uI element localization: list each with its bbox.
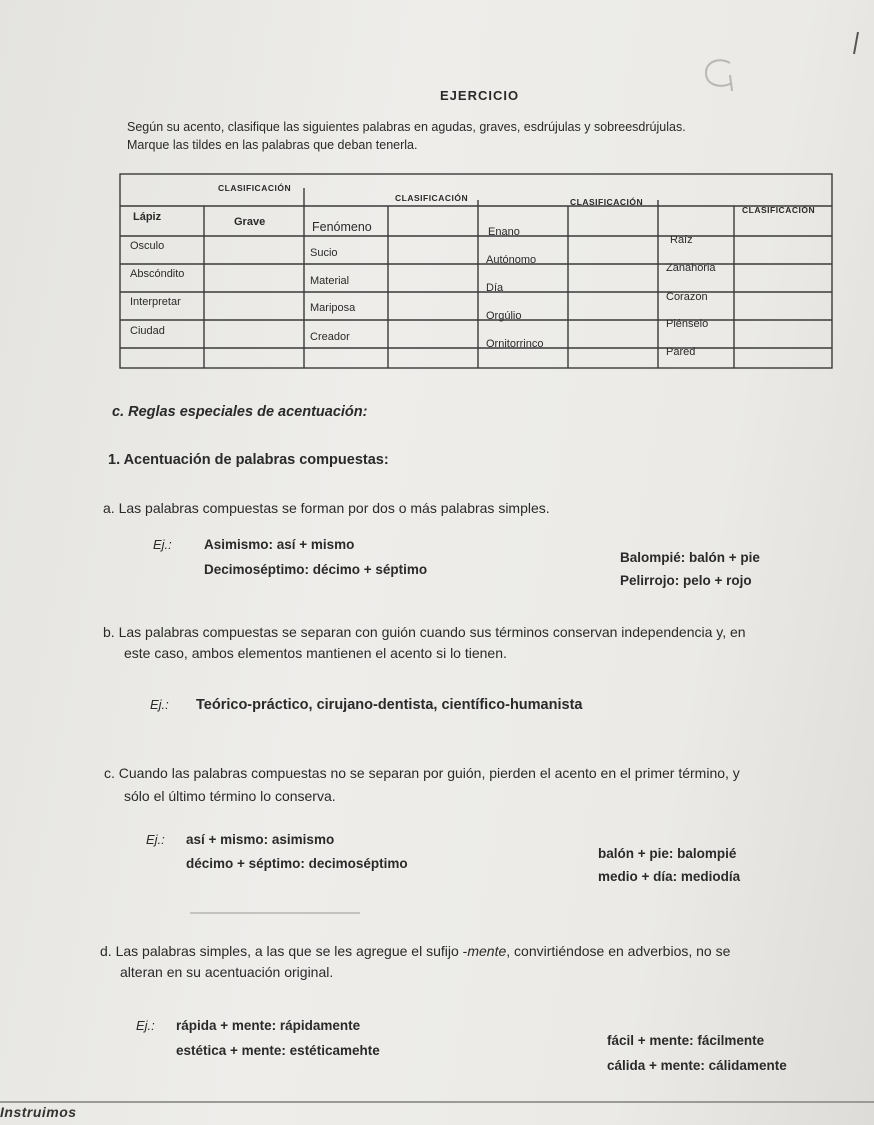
word-raiz: Raíz	[670, 234, 693, 246]
rule-d-ej: Ej.:	[136, 1018, 155, 1033]
word-zanahoria: Zanahoria	[666, 262, 716, 274]
pen-stroke-mark	[848, 30, 862, 56]
rule-d-line1: d. Las palabras simples, a las que se les agregue el sufijo -mente, convirtiéndose en adverbios, no se	[100, 943, 731, 959]
group-header-3: CLASIFICACIÓN	[570, 197, 644, 207]
word-corazon: Corazon	[666, 291, 708, 303]
word-fenomeno: Fenómeno	[312, 220, 372, 234]
word-autonomo: Autónomo	[486, 254, 537, 266]
section-c-title: c. Reglas especiales de acentuación:	[112, 404, 368, 420]
word-lapiz: Lápiz	[133, 211, 162, 223]
exercise-title: EJERCICIO	[440, 88, 520, 103]
rule-d-example-4: cálida + mente: cálidamente	[607, 1058, 787, 1073]
group-header-1: CLASIFICACIÓN	[218, 183, 292, 193]
rule-b-line2: este caso, ambos elementos mantienen el acento si lo tienen.	[124, 645, 507, 661]
word-orgullo: Orgúlio	[486, 310, 522, 322]
rule-d-example-2: estética + mente: estéticamehte	[176, 1043, 380, 1058]
exercise-instruction-1: Según su acento, clasifique las siguientes palabras en agudas, graves, esdrújulas y sobreesdrújulas.	[127, 120, 686, 134]
rule-c-example-3: balón + pie: balompié	[598, 846, 737, 861]
subsection-1-title: 1. Acentuación de palabras compuestas:	[108, 452, 389, 468]
rule-c-line1: c. Cuando las palabras compuestas no se separan por guión, pierden el acento en el primer término, y	[104, 765, 740, 781]
rule-b-line1: b. Las palabras compuestas se separan con guión cuando sus términos conservan independencia y, en	[103, 624, 746, 640]
footer-brand: Instruimos	[0, 1104, 77, 1120]
rule-a-example-3: Balompié: balón + pie	[620, 550, 760, 565]
handwritten-number-mark	[700, 55, 748, 95]
rule-c-ej: Ej.:	[146, 832, 165, 847]
exercise-instruction-2: Marque las tildes en las palabras que deban tenerla.	[127, 138, 418, 152]
rule-d-line2: alteran en su acentuación original.	[120, 964, 334, 980]
rule-d-example-3: fácil + mente: fácilmente	[607, 1033, 765, 1048]
word-ciudad: Ciudad	[130, 325, 165, 337]
word-sucio: Sucio	[310, 247, 338, 259]
rule-a-text: a. Las palabras compuestas se forman por dos o más palabras simples.	[103, 500, 550, 516]
rule-a-example-2: Decimoséptimo: décimo + séptimo	[204, 562, 428, 577]
word-ornitorrinco: Ornitorrinco	[486, 338, 544, 350]
group-header-2: CLASIFICACIÓN	[395, 193, 469, 203]
classification-grave: Grave	[234, 216, 266, 228]
rule-c-example-1: así + mismo: asimismo	[186, 832, 335, 847]
word-dia: Día	[486, 282, 504, 294]
word-osculo: Osculo	[130, 240, 165, 252]
word-creador: Creador	[310, 331, 350, 343]
word-mariposa: Mariposa	[310, 302, 356, 314]
rule-a-example-1: Asimismo: así + mismo	[204, 537, 355, 552]
word-absconditio: Abscóndito	[130, 268, 185, 280]
group-header-4: CLASIFICACIÓN	[742, 205, 816, 215]
rule-a-ej: Ej.:	[153, 537, 172, 552]
word-interpretar: Interpretar	[130, 296, 181, 308]
scan-smudge	[190, 912, 360, 914]
rule-b-example: Teórico-práctico, cirujano-dentista, científico-humanista	[196, 697, 583, 713]
rule-d-example-1: rápida + mente: rápidamente	[176, 1018, 361, 1033]
classification-table	[118, 170, 836, 372]
word-material: Material	[310, 275, 350, 287]
word-pienselo: Piénselo	[666, 318, 709, 330]
rule-b-ej: Ej.:	[150, 697, 169, 712]
rule-c-example-4: medio + día: mediodía	[598, 869, 741, 884]
rule-a-example-4: Pelirrojo: pelo + rojo	[620, 573, 752, 588]
rule-c-line2: sólo el último término lo conserva.	[124, 788, 336, 804]
footer-divider	[0, 1101, 874, 1103]
rule-c-example-2: décimo + séptimo: decimoséptimo	[186, 856, 408, 871]
word-enano: Enano	[488, 226, 520, 238]
word-pared: Pared	[666, 346, 696, 358]
